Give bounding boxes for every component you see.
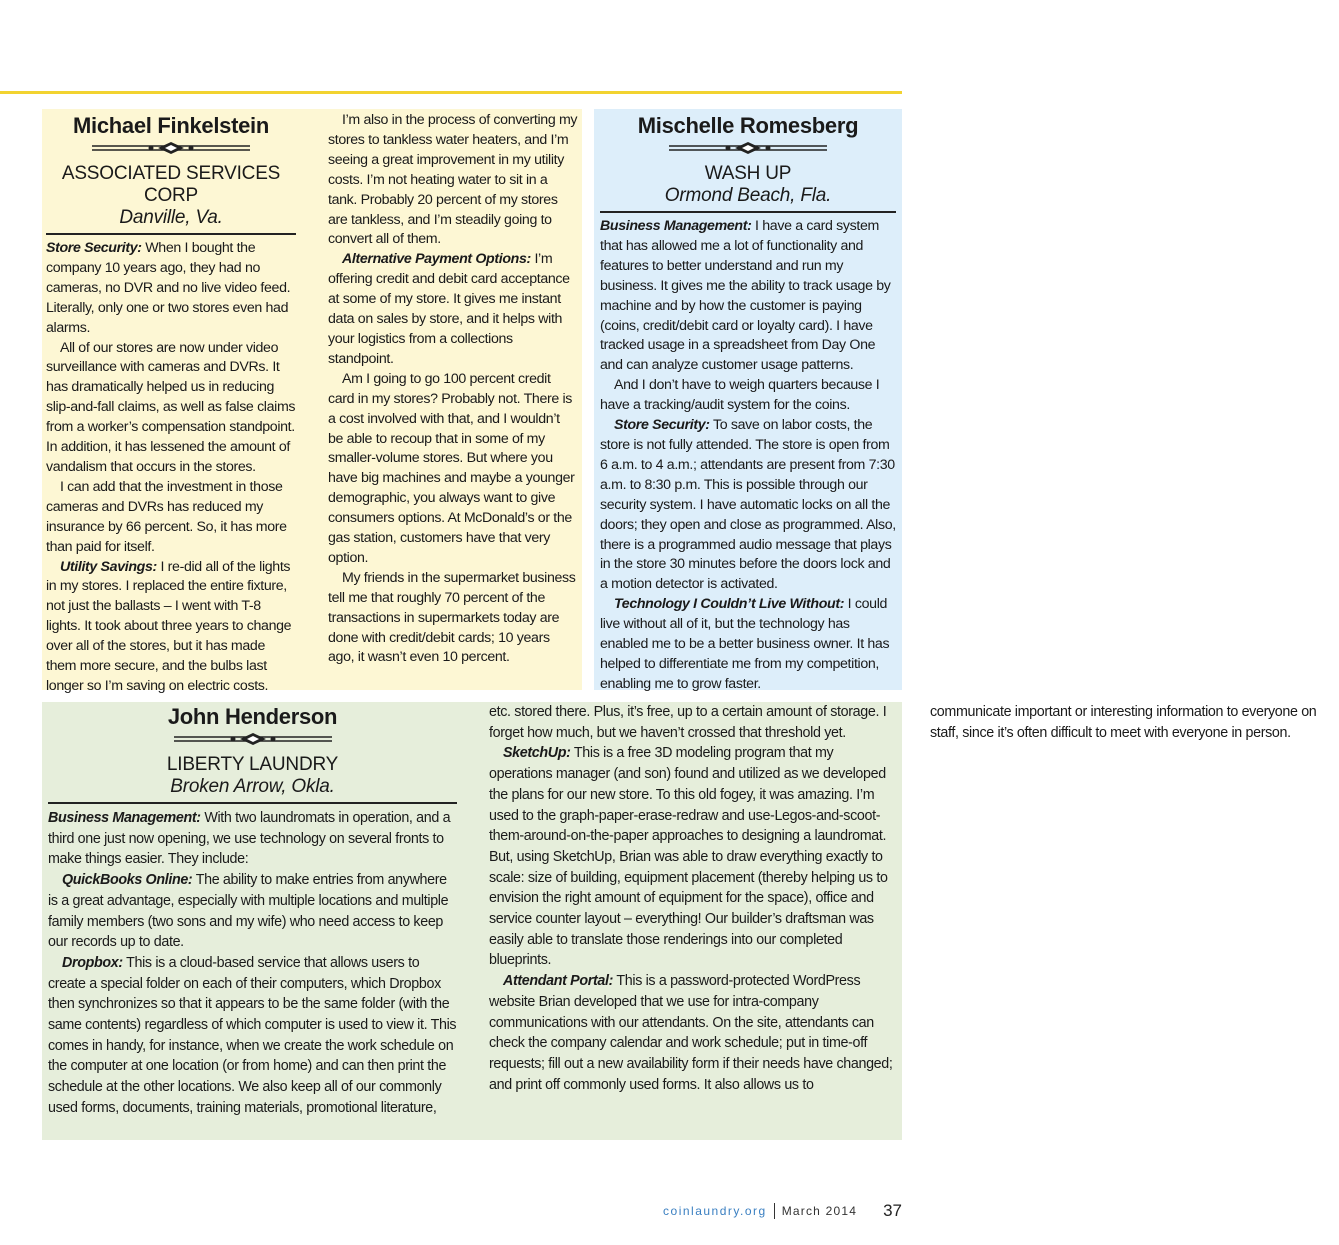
header-divider <box>600 211 896 213</box>
section-lead: Store Security: <box>614 417 710 434</box>
finkelstein-column-right <box>328 111 578 668</box>
profile-name: John Henderson <box>167 704 338 729</box>
header-divider <box>46 233 296 235</box>
paragraph <box>600 595 896 695</box>
company-location: Ormond Beach, Fla. <box>664 185 832 206</box>
paragraph <box>328 250 578 369</box>
paragraph-text: I have a card system that has allowed me a lot of functionality and features to better understand and run my business. It gives me the ability to track usage by machine and by how the customer is paying (coins, credit/debit card or loyalty card). I have tracked usage in a spreadsheet from Day One and can analyze customer usage patterns. <box>600 218 891 374</box>
ornament-divider-icon <box>663 141 833 155</box>
romesberg-panel <box>594 109 902 690</box>
paragraph-text: The ability to make entries from anywhere is a great advantage, especially with multiple locations and multiple family members (two sons and my wife) who need access to keep our records up to date. <box>48 872 449 951</box>
footer-separator <box>774 1203 775 1219</box>
paragraph <box>46 558 296 697</box>
ornament-divider-icon <box>86 141 256 155</box>
page-footer <box>663 1201 902 1221</box>
paragraph <box>489 743 898 971</box>
paragraph-text: With two laundromats in operation, and a third one just now opening, we use technology on several fronts to make things easier. They include: <box>48 810 451 868</box>
henderson-panel <box>42 702 1317 1140</box>
ornament-divider-icon <box>168 732 338 746</box>
header-divider <box>48 802 457 804</box>
paragraph <box>600 217 896 376</box>
paragraph <box>46 239 296 339</box>
paragraph-text: I’m offering credit and debit card acceptance at some of my store. It gives me instant data on sales by store, and it helps with your logistics from a collections standpoint. <box>328 251 570 367</box>
section-lead: Business Management: <box>48 810 201 826</box>
paragraph <box>48 808 457 870</box>
article-body <box>600 217 896 695</box>
company-location: Danville, Va. <box>119 207 223 228</box>
paragraph: I can add that the investment in those cameras and DVRs has reduced my insurance by 66 percent. So, it has more than paid for itself. <box>46 478 287 555</box>
section-lead: SketchUp: <box>503 745 571 762</box>
henderson-article <box>48 702 1317 1134</box>
section-lead: Utility Savings: <box>60 558 157 575</box>
paragraph-text: When I bought the company 10 years ago, they had no cameras, no DVR and no live video feed. Literally, only one or two stores even had alarms. <box>46 240 291 336</box>
company-name: LIBERTY LAUNDRY <box>166 754 339 775</box>
paragraph <box>600 416 896 595</box>
paragraph-text: This is a free 3D modeling program that my operations manager (and son) found and utilized as we developed the plans for our new store. To this old fogey, it was amazing. I’m used to the graph-paper-erase-redraw and use-Legos-and-scoot-them-around-on-the-paper approaches to designing a laundromat. But, using SketchUp, Brian was able to draw everything exactly to scale: size of building, equipment placement (thereby helping us to envision the right amount of equipment for the space), office and service counter layout – everything! Our builder’s draftsman was easily able to translate those renderings into our completed blueprints. <box>489 745 888 969</box>
paragraph <box>48 870 457 953</box>
article-body <box>46 239 296 697</box>
paragraph-text: I could live without all of it, but the technology has enabled me to be a better business owner. It has helped to differentiate me from my competition, enabling me to grow faster. <box>600 596 890 692</box>
paragraph: My friends in the supermarket business tell me that roughly 70 percent of the transactions in supermarkets today are done with credit/debit cards; 10 years ago, it wasn’t even 10 percent. <box>328 569 576 666</box>
company-name: WASH UP <box>704 163 792 184</box>
section-lead: QuickBooks Online: <box>62 872 193 889</box>
section-lead: Business Management: <box>600 218 752 234</box>
profile-name: Mischelle Romesberg <box>637 113 859 138</box>
section-lead: Attendant Portal: <box>503 973 614 990</box>
section-lead: Dropbox: <box>62 954 123 971</box>
section-lead: Alternative Payment Options: <box>342 251 531 268</box>
footer-issue-date: March 2014 <box>781 1204 858 1218</box>
page-number: 37 <box>883 1201 902 1220</box>
finkelstein-column-left <box>46 109 296 697</box>
company-location: Broken Arrow, Okla. <box>170 776 335 797</box>
top-accent-rule <box>0 91 902 94</box>
section-lead: Technology I Couldn’t Live Without: <box>614 596 845 613</box>
profile-name: Michael Finkelstein <box>72 113 270 138</box>
section-lead: Store Security: <box>46 240 142 256</box>
footer-site-link[interactable]: coinlaundry.org <box>663 1204 767 1218</box>
paragraph: All of our stores are now under video surveillance with cameras and DVRs. It has dramatically helped us in reducing slip-and-fall claims, as well as false claims from a worker’s compensation standpoint. In addition, it has lessened the amount of vandalism that occurs in the stores. <box>46 339 296 475</box>
paragraph: Am I going to go 100 percent credit card in my stores? Probably not. There is a cost involved with that, and I wouldn’t be able to recoup that in some of my smaller-volume stores. But where you have big machines and maybe a younger demographic, you always want to give consumers options. At McDonald’s or the gas station, customers have that very option. <box>328 370 575 566</box>
paragraph-text: To save on labor costs, the store is not fully attended. The store is open from 6 a.m. to 4 a.m.; attendants are present from 7:30 a.m. to 8:30 p.m. This is possible through our security system. I have automatic locks on all the doors; they open and close as programmed. Also, there is a programmed audio message that plays in the store 30 minutes before the doors lock and a motion detector is activated. <box>600 417 896 593</box>
paragraph: I’m also in the process of converting my stores to tankless water heaters, and I’m seeing a great improvement in my utility costs. I’m not heating water to sit in a tank. Probably 20 percent of my stores are tankless, and I’m steadily going to convert all of them. <box>328 112 578 248</box>
company-name: ASSOCIATED SERVICES CORP <box>61 163 281 206</box>
finkelstein-panel <box>42 109 582 694</box>
paragraph: And I don’t have to weigh quarters because I have a tracking/audit system for the coins. <box>600 377 880 414</box>
paragraph-text: This is a cloud-based service that allows users to create a special folder on each of their computers, which Dropbox then synchronizes so that it appears to be the same folder (with the same contents) regardless of which computer is used to view it. This comes in handy, for instance, when we create the work schedule on the computer at one location (or from home) and can then print the schedule at the other locations. We also keep all of our commonly used forms, documents, training materials, promotional literature, etc. stored there. Plus, it’s free, up to a certain amount of storage. I forget how much, but we haven’t crossed that threshold yet. <box>48 704 887 1116</box>
paragraph-text: I re-did all of the lights in my stores. I replaced the entire fixture, not just the ballasts – I went with T-8 lights. It took about three years to change over all of the stores, but it has made them more secure, and the bulbs last longer so I’m saving on electric costs. <box>46 558 292 694</box>
paragraph-text: This is a password-protected WordPress website Brian developed that we use for intra-company communications with our attendants. On the site, attendants can check the company calendar and work schedule; put in time-off requests; fill out a new availability form if their needs have changed; and print off commonly used forms. It also allows us to communicate important or interesting information to everyone on staff, since it’s often difficult to meet with everyone in person. <box>489 704 1317 1093</box>
